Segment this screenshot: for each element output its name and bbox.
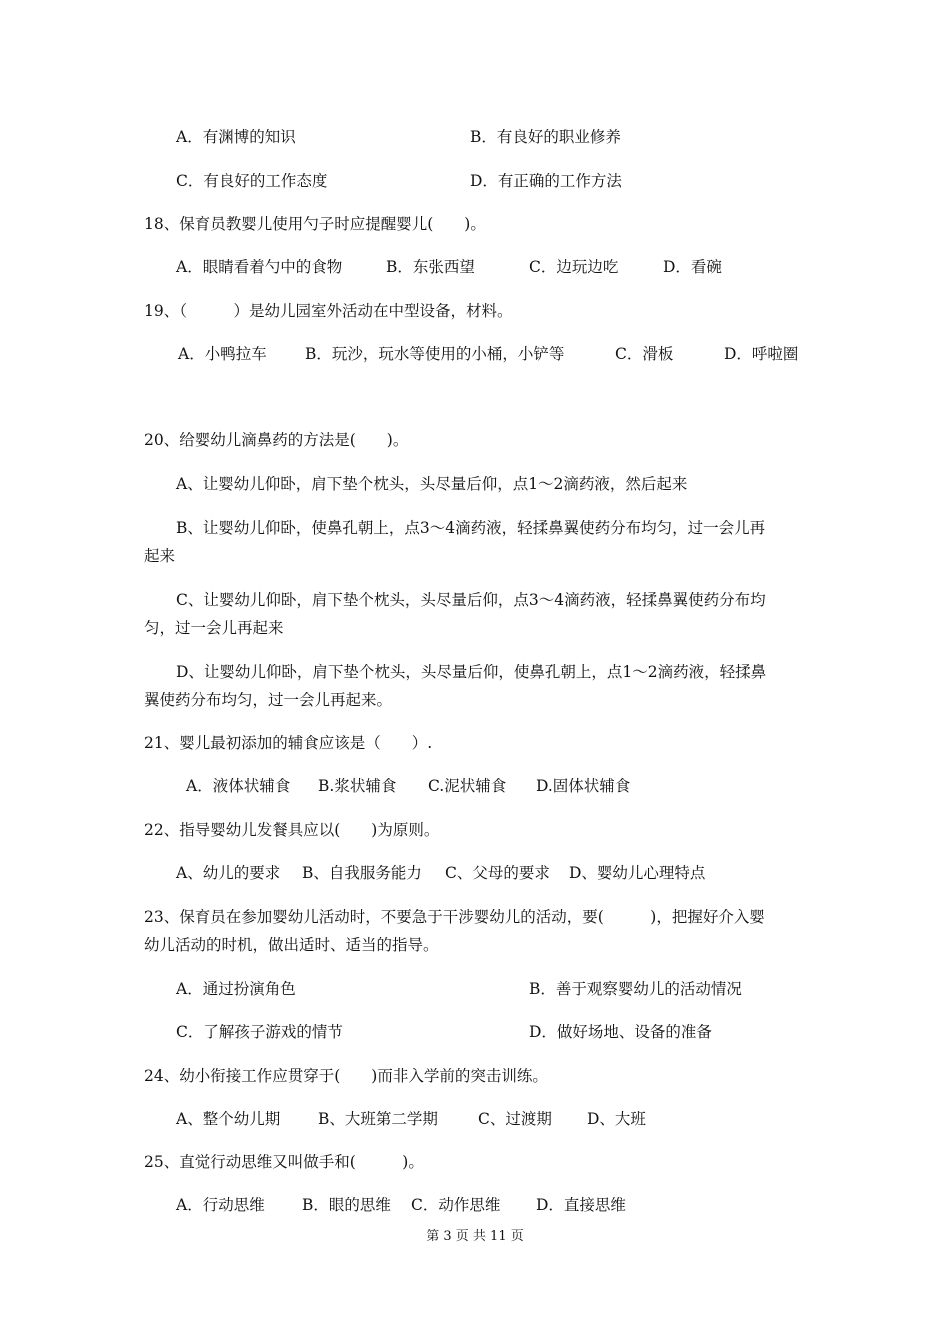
q25-option-b: B．眼的思维 (302, 1196, 391, 1214)
q18-question: 18、保育员教婴儿使用勺子时应提醒婴儿( )。 (144, 215, 486, 233)
q21-option-d: D.固体状辅食 (536, 777, 631, 795)
q20-option-c-line1: C、让婴幼儿仰卧，肩下垫个枕头，头尽量后仰，点3～4滴药液，轻揉鼻翼使药分布均 (176, 591, 766, 609)
q24-option-c: C、过渡期 (478, 1110, 552, 1128)
q24-option-b: B、大班第二学期 (318, 1110, 438, 1128)
q22-option-c: C、父母的要求 (445, 864, 550, 882)
q18-option-d: D．看碗 (663, 258, 722, 276)
q17-option-c: C．有良好的工作态度 (176, 172, 328, 190)
q20-option-d-line2: 翼使药分布均匀，过一会儿再起来。 (144, 691, 393, 709)
q18-option-b: B．东张西望 (386, 258, 475, 276)
q20-option-c-line2: 匀，过一会儿再起来 (144, 619, 284, 637)
q23-option-c: C．了解孩子游戏的情节 (176, 1023, 343, 1041)
page-number-footer: 第 3 页 共 11 页 (426, 1229, 524, 1244)
q19-option-d: D．呼啦圈 (724, 345, 799, 363)
q21-question: 21、婴儿最初添加的辅食应该是（ ）. (144, 734, 433, 752)
q20-option-b-line2: 起来 (144, 547, 176, 565)
q25-question: 25、直觉行动思维又叫做手和( )。 (144, 1153, 424, 1171)
q23-option-d: D．做好场地、设备的准备 (529, 1023, 712, 1041)
q23-question-line1: 23、保育员在参加婴幼儿活动时，不要急于干涉婴幼儿的活动，要( )，把握好介入婴 (144, 908, 765, 926)
q20-option-a: A、让婴幼儿仰卧，肩下垫个枕头，头尽量后仰，点1～2滴药液，然后起来 (176, 475, 688, 493)
q19-option-a: A．小鸭拉车 (178, 345, 267, 363)
q20-question: 20、给婴幼儿滴鼻药的方法是( )。 (144, 431, 409, 449)
q17-option-b: B．有良好的职业修养 (470, 128, 621, 146)
q19-option-b: B．玩沙，玩水等使用的小桶，小铲等 (305, 345, 565, 363)
q24-option-d: D、大班 (587, 1110, 646, 1128)
q23-option-b: B．善于观察婴幼儿的活动情况 (529, 980, 742, 998)
q22-option-d: D、婴幼儿心理特点 (569, 864, 706, 882)
q19-option-c: C．滑板 (615, 345, 674, 363)
q20-option-d-line1: D、让婴幼儿仰卧，肩下垫个枕头，头尽量后仰，使鼻孔朝上，点1～2滴药液，轻揉鼻 (176, 663, 767, 681)
q22-option-b: B、自我服务能力 (302, 864, 422, 882)
q21-option-a: A．液体状辅食 (186, 777, 291, 795)
q21-option-c: C.泥状辅食 (428, 777, 507, 795)
q25-option-a: A．行动思维 (176, 1196, 265, 1214)
q24-question: 24、幼小衔接工作应贯穿于( )而非入学前的突击训练。 (144, 1067, 548, 1085)
q17-option-a: A．有渊博的知识 (176, 128, 296, 146)
q25-option-c: C．动作思维 (411, 1196, 501, 1214)
q19-question: 19、（ ）是幼儿园室外活动在中型设备，材料。 (144, 302, 513, 320)
q23-question-line2: 幼儿活动的时机，做出适时、适当的指导。 (144, 936, 439, 954)
q22-option-a: A、幼儿的要求 (176, 864, 281, 882)
q18-option-a: A．眼睛看着勺中的食物 (176, 258, 343, 276)
q20-option-b-line1: B、让婴幼儿仰卧，使鼻孔朝上，点3～4滴药液，轻揉鼻翼使药分布均匀，过一会儿再 (176, 519, 766, 537)
q22-question: 22、指导婴幼儿发餐具应以( )为原则。 (144, 821, 440, 839)
q21-option-b: B.浆状辅食 (318, 777, 397, 795)
q24-option-a: A、整个幼儿期 (176, 1110, 281, 1128)
q25-option-d: D．直接思维 (536, 1196, 626, 1214)
q18-option-c: C．边玩边吃 (529, 258, 619, 276)
q23-option-a: A．通过扮演角色 (176, 980, 296, 998)
q17-option-d: D．有正确的工作方法 (470, 172, 622, 190)
